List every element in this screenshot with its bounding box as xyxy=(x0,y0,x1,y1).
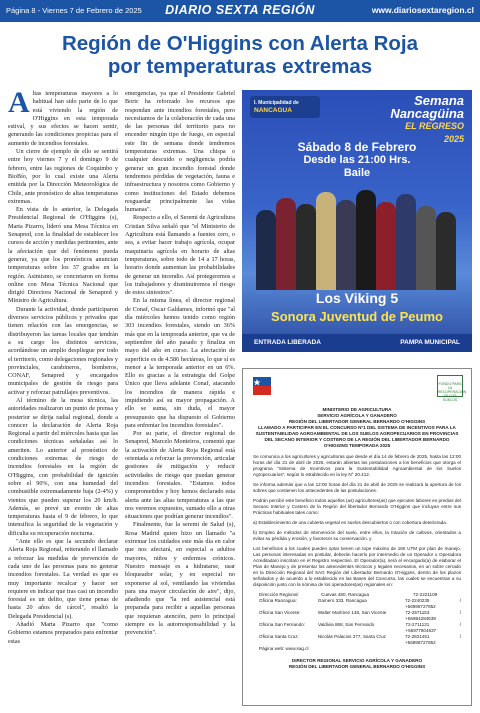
notice-paragraph: Podrán percibir este beneficio todos aquellos (as) agricultores(as) que ejecuten labores en predios del Secano Interior y Costero de la Región del libertador Bernardo O'Higgins que incluyan entre sus Prácticas habituales tales como: xyxy=(253,498,461,515)
notice-body xyxy=(253,454,461,652)
office-row: Oficina San Vicente: Walter Martínez 148, San Vicente 72-2571153 / +56984284538 xyxy=(259,610,461,621)
sag-public-notice xyxy=(242,368,472,706)
government-seal-icon xyxy=(251,375,273,397)
notice-signature: DIRECTOR REGIONAL SERVICIO AGRÍCOLA Y GANADERO REGIÓN DEL LIBERTADOR GENERAL BERNARDO O'HIGGINS xyxy=(288,658,426,669)
paragraph: Por su parte, el director regional de Senapred, Marcelo Monteiros, comentó que la activación de Alerta Roja Regional está orientada a reforzar la prevención, articular gestiones de mitigación y reducir actividades de riesgo que puedan generar incendios forestales. "Estamos todos comprometidos y hoy hemos declarado esta alerta ante las altas temperaturas a las que nos veremos expuestos, sumado ello a otras situaciones que podrían generar incendios". xyxy=(125,430,235,521)
paragraph: En vista de lo anterior, la Delegada Presidencial Regional de O'Higgins (s), Marta Pizarro, lideró una Mesa Técnica en Senapred, con la finalidad de establecer los cursos de acción y medidas pertinentes, ante la afectación que del fenómeno pueda generar, ya que los pronósticos anuncian temperaturas sobre los 37 grados en la región. Asimismo, se concretaron en forma online con Mesa Técnica Nacional que dirigió Directora Nacional de Senapred y Ministro de Agricultura. xyxy=(8,206,118,305)
office-list xyxy=(259,592,461,652)
notice-header: MINISTERIO DE AGRICULTURA SERVICIO AGRÍCOLA Y GANADERO REGIÓN DEL LIBERTADOR GENERAL BERNARDO O'HIGGINS LLAMADO A PARTICIPAR EN EL CONCURSO N°1 DEL SISTEMA DE INCENTIVOS PARA LA SUSTENTABILIDAD AGROAMBIENTAL DE LOS SUELOS AGROPECUARIOS EN PROVINCIAS DEL SECANO INTERIOR Y COSTERO DE LA REGIÓN DEL LIBERTADOR BERNARDO O'HIGGINS TEMPORADA 2025 xyxy=(255,407,459,448)
headline-line-1: Región de O'Higgins con Alerta Roja xyxy=(61,32,419,55)
paragraph: En la misma línea, el director regional de Conaf, Oscar Galdames, informó que "al día miércoles hemos tenido como región 303 incendios forestales, siendo un 36% más que en la temporada anterior, que va de septiembre del año pasado y finaliza en mayo del año en curso. La afectación de superficie es de 4.586 hectáreas, lo que sí es menor a la temporada anterior en un 6%. Ello es gracias a la estrategia del Golpe Único que lleva adelante Conaf, atacando los incendios de manera rápida e impidiendo así su mayor propagación. A ello se suma, sin duda, el mayor presupuesto que ha dispuesto el Gobierno para enfrentar los incendios forestales". xyxy=(125,297,235,429)
paragraph: Respecto a ello, el Seremi de Agricultura Cristian Silva señaló que "el Ministerio de Agricultura está llamando a fuentes cero, o sea, a evitar hacer trabajo agrícola, ocupar maquinaria agrícola en horario de altas temperaturas, sobre todo de 14 a 17 horas, horario donde aumentan las probabilidades de generar un incendio. Así protegeremos a los trabajadores y disminuiremos el riesgo de estos siniestros". xyxy=(125,214,235,297)
municipality-logo: I. Municipalidad de NANCAGUA xyxy=(250,96,320,118)
notice-paragraph: Se informa además que a las 12:00 horas del día 21 de abril de 2025 se realizará la apertura de los sobres que contienen los antecedentes de las postulaciones. xyxy=(253,482,461,493)
entrada-label: ENTRADA LIBERADA xyxy=(254,339,321,346)
paragraph: Un cierre de ejemplo de ello se sentirá entre hoy viernes 7 y el domingo 9 de febrero, entre las regiones de Coquimbo y BioBío, por lo cual existe una Alerta emitida por la Dirección Meteorológica de Chile, ante pronóstico de altas temperaturas extremas. xyxy=(8,148,118,205)
paragraph: Añadió Marta Pizarro que "como Gobierno estamos preparados para enfrentar estas xyxy=(8,621,118,645)
office-row: Oficina San Fernando: Valdivia 868, San Fernando 72-2711131 / +56977604637 xyxy=(259,622,461,633)
notice-paragraph: Los beneficios a los cuales pueden optar tienen un tope máximo de 160 UTM por plan de manejo. Las personas interesadas en postular, deberán hacerlo por intermedio de un Operador u Operadora Acreditada/o inscrita/o en el Registro respectivo. El Operador(a), será el encargado(a) de elaborar el Plan de Manejo y de presentar los antecedentes técnicos y legales necesarios, en un sobre cerrado en la Dirección Regional del SAG Región del Libertador Bernardo O'Higgins, dentro de los plazos señalados y de acuerdo a lo establecido en las Bases del Concurso, las cuales se encuentran a su disposición junto con la nómina de los operadores(as) regionales en: xyxy=(253,546,461,587)
notice-paragraph: b) Empleo de métodos de intervención del suelo, entre ellos, la rotación de cultivos, orientados a evitar su pérdida y erosión, y favorecer su conservación. y xyxy=(253,530,461,541)
poster-footer xyxy=(242,334,472,352)
headline-line-2: por temperaturas extremas xyxy=(107,55,373,78)
paragraph: Al término de la mesa técnica, las autoridades realizaron un punto de prensa y posterior se dirija radial regional, donde a conocer la declaración de Alerta Roja Regional a partir del miércoles hasta que las condiciones técnicas señaladas así lo ameriten. Lo anterior al pronóstico de condiciones extremas de riesgo de incendios forestales en la región de O'Higgins, con probabilidad de ignición sobre el 90%, con una humedad del combustible extremadamente baja (2-4%) y vientos que pueden superar los 20 km/h. Además, se prevé un evento de altas temperaturas hasta el 9 de febrero, lo que intensifica la seguridad de la vegetación y dificulta su recuperación nocturna. xyxy=(8,396,118,537)
office-row: Dirección Regional: Cuevas 480, Rancagua 72-2221109 xyxy=(259,592,438,597)
office-row: Oficina Rancagua: Gamero 333, Rancagua 72-2240235 / +56998727852 xyxy=(259,598,461,609)
fondo-logo: FONDO PARA LA RECUPERACIÓN DE LOS SUELOS xyxy=(437,375,463,397)
band-name-2: Sonora Juventud de Peumo xyxy=(271,309,443,324)
article-column-1 xyxy=(8,90,118,704)
notice-paragraph: a) Establecimiento de una cubierta vegetal en suelos descubiertos o con cobertura deteriorada. xyxy=(253,520,448,525)
event-baile: Baile xyxy=(343,167,371,179)
newspaper-brand: DIARIO SEXTA REGIÓN xyxy=(165,3,315,17)
event-date: Sábado 8 de Febrero xyxy=(297,140,417,154)
band-photo xyxy=(242,182,472,290)
page-header-bar xyxy=(0,0,480,22)
notice-paragraph: Se comunica a los agricultores y agricultoras que desde el día 14 de febrero de 2025, hasta las 12:00 horas del día 21 de abril de 2025, estarán abiertas las postulaciones a los beneficios que otorga el programa "Sistema de Incentivos para la Sustentabilidad Agroambiental de los Suelos Agropecuarios", según lo establecido en la ley N° 20.412. xyxy=(253,454,461,477)
paragraph: Durante la actividad, donde participaron diversos servicios públicos y privados que tienen relación con las emergencias, se distribuyeron las tareas locales que tendrán a su cargo los distintos servicios, acordándose un amplio despliegue por todo el territorio, como delegaciones regionales y provinciales, carabineros, bomberos, CONAF, Senapred y encargados municipales de gestión de riesgo para activar y reforzar patrullajes preventivos. xyxy=(8,305,118,396)
paragraph: emergencias, ya que el Presidente Gabriel Boric ha reforzado los recursos que respondan ante incendios forestales, pero necesitamos de la colaboración de cada una de las personas del territorio para no encender ningún tipo de fuego, en especial este fin de semana donde tendremos temperaturas extremas. Una chispa o cualquier descuido o negligencia podría generar un gran incendio forestal donde tendremos pérdidas de vegetación, fauna e infraestructura y nosotros como Gobierno y como instituciones del Estado debemos resguardar principalmente las vidas humanas". xyxy=(125,90,235,214)
band-name-1: Los Viking 5 xyxy=(315,290,399,306)
newspaper-url[interactable]: www.diariosextaregion.cl xyxy=(371,5,474,15)
paragraph: Finalmente, fue la seremi de Salud (s), Rosa Madrid quien hizo un llamado "a extremar los cuidados este más día en calor que nos afectará, en especial a adultos mayores, niños y enfermos crónicos. Nuestro mensaje es a hidratarse, usar bloqueador solar, y en especial no exponerse al sol, ventilando las viviendas para una mayor circulación de aire", dijo, añadiendo que "la red asistencial está preparada para recibir a aquellas personas que requieran atención, pero lo principal siempre es la autorresponsabilidad y la prevención". xyxy=(125,521,235,637)
article-column-2 xyxy=(125,90,235,704)
page-number-date: Página 8 - Viernes 7 de Febrero de 2025 xyxy=(6,6,142,15)
event-time: Desde las 21:00 Hrs. xyxy=(303,154,411,166)
notice-web-link[interactable]: Página web: www.sag.cl xyxy=(259,646,309,651)
event-poster-ad[interactable] xyxy=(242,90,472,352)
paragraph: "Ante ello es que la secundo declarar Alerta Roja Regional, reiterando el llamado a reforzar las medidas de prevención de cada uno de las personas para no generar incendios forestales. La verdad es que es muy importante recalcar y hacer ser requiere en indicar que tras casi un incendio forestal es un delito, que tiene penas de hasta 20 años de cárcel", resaltó la Delegada Presidencial (s). xyxy=(8,538,118,620)
lugar-label: PAMPA MUNICIPAL xyxy=(400,339,460,346)
paragraph: Altas temperaturas mayores a lo habitual han sido parte de lo que está viviendo la región de O'Higgins en esta temporada estival, y sus efectos se hacen sentir, generando las condiciones propicias para el aumento de incendios forestales. xyxy=(8,90,118,147)
drop-cap: A xyxy=(8,90,30,119)
event-title: Semana Nancagüina EL REGRESO 2025 xyxy=(390,93,464,144)
office-row: Oficina Santa Cruz: Nicolás Palacios 277, Santa Cruz 72-2821451 / +56998727852 xyxy=(259,634,461,645)
article-headline xyxy=(8,32,472,78)
